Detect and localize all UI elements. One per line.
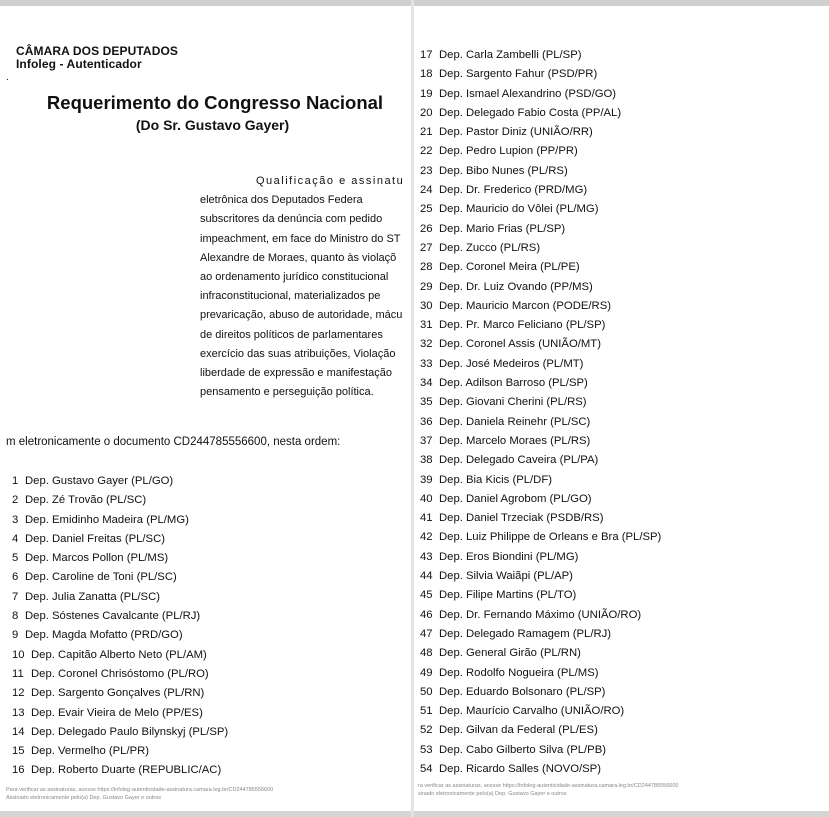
signatory-name: Dep. Eros Biondini (PL/MG) [439,550,579,563]
signatory-item [420,606,661,625]
signatory-number: 34 [420,377,433,390]
signatory-number: 10 [12,648,25,661]
signatory-number: 21 [420,126,433,139]
signatory-name: Dep. Daniel Agrobom (PL/GO) [439,492,592,505]
signatory-item [12,646,228,665]
signatory-item [420,258,661,277]
signatory-item [12,684,228,703]
qualification-line: eletrônica dos Deputados Federa [200,194,363,207]
signatory-name: Dep. Gilvan da Federal (PL/ES) [439,724,598,737]
footer-line: Assinado eletronicamente pelo(a) Dep. Gustavo Gayer e outros [6,795,161,801]
signatory-name: Dep. Coronel Assis (UNIÃO/MT) [439,338,601,351]
signatory-item [420,721,661,740]
signatory-name: Dep. Pastor Diniz (UNIÃO/RR) [439,126,593,139]
signatory-number: 38 [420,454,433,467]
qualification-line: pensamento e perseguição política. [200,386,374,399]
signatory-name: Dep. General Girão (PL/RN) [439,647,581,660]
signatory-name: Dep. Delegado Fabio Costa (PP/AL) [439,106,622,119]
signatory-item [420,239,661,258]
signatory-number: 40 [420,492,433,505]
signatory-number: 47 [420,627,433,640]
signatory-item [12,723,228,742]
signatory-name: Dep. Daniel Trzeciak (PSDB/RS) [439,512,604,525]
signatory-number: 2 [12,494,19,507]
signatory-number: 5 [12,552,19,565]
signatory-item [12,549,228,568]
qualification-line: exercício das suas atribuições, Violação [200,347,396,360]
signatory-number: 31 [420,319,433,332]
signatory-number: 8 [12,610,19,623]
signatory-item [420,567,661,586]
signatory-number: 54 [420,762,433,775]
signatory-name: Dep. Adilson Barroso (PL/SP) [439,377,588,390]
signatory-number: 48 [420,647,433,660]
signatory-item [420,85,661,104]
signatory-name: Dep. Delegado Paulo Bilynskyj (PL/SP) [31,725,229,738]
qualification-line: subscritores da denúncia com pedido [200,213,383,226]
signatory-number: 26 [420,222,433,235]
signatory-item [420,702,661,721]
signatory-item [420,509,661,528]
signatory-name: Dep. Daniel Freitas (PL/SC) [25,532,166,545]
signatory-name: Dep. Capitão Alberto Neto (PL/AM) [31,648,207,661]
signatory-name: Dep. Coronel Chrisóstomo (PL/RO) [31,667,209,680]
signatory-item [12,665,228,684]
signatory-number: 45 [420,589,433,602]
signatory-item [12,568,228,587]
signatory-number: 3 [12,513,19,526]
signatory-number: 20 [420,106,433,119]
page-bottom-edge [0,811,412,817]
qualification-line: impeachment, em face do Ministro do ST [200,232,401,245]
signatory-name: Dep. Delegado Ramagem (PL/RJ) [439,627,612,640]
signatory-item [420,200,661,219]
signatory-item [12,491,228,510]
signatory-item [420,644,661,663]
page-top-edge [414,0,829,6]
signatory-name: Dep. Pr. Marco Feliciano (PL/SP) [439,319,606,332]
signatory-name: Dep. Zé Trovão (PL/SC) [25,494,147,507]
signatory-item [12,761,228,780]
signatory-item [12,607,228,626]
qualification-line: Qualificação e assinatu [256,175,405,187]
signatory-name: Dep. Dr. Luiz Ovando (PP/MS) [439,280,593,293]
signatory-name: Dep. Bia Kicis (PL/DF) [439,473,552,486]
signatory-item [12,742,228,761]
signatory-number: 15 [12,745,25,758]
signatory-item [420,335,661,354]
signatory-item [420,393,661,412]
signatory-number: 23 [420,164,433,177]
signatory-name: Dep. Cabo Gilberto Silva (PL/PB) [439,743,607,756]
signatory-item [420,490,661,509]
qualification-paragraph [200,172,412,402]
signatory-name: Dep. Mauricio Marcon (PODE/RS) [439,299,612,312]
signatory-name: Dep. Ismael Alexandrino (PSD/GO) [439,87,617,100]
signatory-name: Dep. Maurício Carvalho (UNIÃO/RO) [439,705,625,718]
signatory-name: Dep. Marcelo Moraes (PL/RS) [439,434,591,447]
signatory-item [420,46,661,65]
signatory-name: Dep. Vermelho (PL/PR) [31,745,150,758]
signatory-name: Dep. Mauricio do Vôlei (PL/MG) [439,203,599,216]
signatory-number: 35 [420,396,433,409]
signatory-number: 46 [420,608,433,621]
signatory-number: 22 [420,145,433,158]
signatory-number: 17 [420,49,433,61]
signatory-item [420,104,661,123]
signatory-number: 14 [12,725,25,738]
signatory-item [12,511,228,530]
signatory-number: 53 [420,743,433,756]
signatory-number: 16 [12,764,25,777]
signatory-name: Dep. Roberto Duarte (REPUBLIC/AC) [31,764,222,777]
signatory-item [12,704,228,723]
signatory-number: 49 [420,666,433,679]
signatory-name: Dep. Daniela Reinehr (PL/SC) [439,415,591,428]
signatory-number: 9 [12,629,19,642]
signatory-number: 32 [420,338,433,351]
signatory-item [420,278,661,297]
signatory-item [420,374,661,393]
signatory-number: 13 [12,706,25,719]
signatory-number: 36 [420,415,433,428]
qualification-line: prevaricação, abuso de autoridade, mácu [200,309,403,322]
signatory-number: 44 [420,570,433,583]
document-title: Requerimento do Congresso Nacional [46,92,384,113]
signatory-number: 7 [12,590,19,603]
signatory-item [12,588,228,607]
signatory-name: Dep. Silvia Waiãpi (PL/AP) [439,570,573,583]
signatory-number: 39 [420,473,433,486]
signatory-item [420,528,661,547]
signatory-item [420,741,661,760]
signatory-number: 30 [420,299,433,312]
signatory-item [420,760,661,779]
qualification-line: infraconstitucional, materializados pe [200,290,381,303]
signatory-number: 11 [12,667,24,680]
signatory-item [12,472,228,491]
signatory-name: Dep. Coronel Meira (PL/PE) [439,261,580,274]
verification-footer [6,786,273,802]
signatory-name: Dep. Gustavo Gayer (PL/GO) [25,475,174,487]
qualification-line: de direitos políticos de parlamentares [200,328,383,341]
signatory-number: 27 [420,241,433,254]
signatory-name: Dep. Evair Vieira de Melo (PP/ES) [31,706,203,719]
signatory-number: 37 [420,434,433,447]
signatory-number: 12 [12,687,25,700]
signatory-number: 50 [420,685,433,698]
signatory-item [420,181,661,200]
signatory-name: Dep. Magda Mofatto (PRD/GO) [25,629,183,642]
signatory-number: 19 [420,87,433,100]
signatory-number: 4 [12,532,19,545]
signatory-number: 42 [420,531,433,544]
page-top-edge [0,0,412,6]
signatory-item [420,586,661,605]
signatory-name: Dep. Dr. Frederico (PRD/MG) [439,184,588,197]
signatory-name: Dep. Julia Zanatta (PL/SC) [25,590,160,603]
signatory-item [420,297,661,316]
signatory-item [420,65,661,84]
signatory-name: Dep. Filipe Martins (PL/TO) [439,589,577,602]
signatory-number: 52 [420,724,433,737]
signatory-name: Dep. Marcos Pollon (PL/MS) [25,552,169,565]
signatory-number: 28 [420,261,433,274]
verification-footer [418,782,678,798]
signatory-number: 43 [420,550,433,563]
footer-line: ra verificar as assinaturas, acesse https://infoleg-autenticidade-assinatura.camara.leg.br/CD244785556600 [418,783,679,789]
signatory-item [420,432,661,451]
signatory-item [420,123,661,142]
signatory-name: Dep. Bibo Nunes (PL/RS) [439,164,568,177]
signatory-name: Dep. Pedro Lupion (PP/PR) [439,145,578,158]
document-subtitle: (Do Sr. Gustavo Gayer) [135,117,290,133]
signatory-name: Dep. Giovani Cherini (PL/RS) [439,396,587,409]
signatory-name: Dep. Zucco (PL/RS) [439,241,541,254]
signatory-name: Dep. Rodolfo Nogueira (PL/MS) [439,666,599,679]
left-document-page [0,0,412,817]
header-system: Infoleg - Autenticador [16,57,142,71]
signatory-name: Dep. Mario Frias (PL/SP) [439,222,566,235]
signed-intro: m eletronicamente o documento CD244785556600, nesta ordem: [6,436,341,448]
signatory-name: Dep. Carla Zambelli (PL/SP) [439,49,582,61]
signatory-number: 33 [420,357,433,370]
signatory-name: Dep. José Medeiros (PL/MT) [439,357,584,370]
signatory-name: Dep. Sóstenes Cavalcante (PL/RJ) [25,610,201,623]
signatory-list-right [420,46,661,779]
signatory-name: Dep. Caroline de Toni (PL/SC) [25,571,177,584]
signatory-number: 18 [420,68,433,81]
header-dot: . [6,72,9,83]
signatory-name: Dep. Eduardo Bolsonaro (PL/SP) [439,685,606,698]
signatory-item [420,625,661,644]
signatory-list-left [12,472,228,781]
qualification-line: ao ordenamento jurídico constitucional [200,271,389,284]
signatory-number: 41 [420,512,433,525]
signatory-item [420,355,661,374]
signatory-item [420,162,661,181]
right-document-page [414,0,829,817]
document-header [16,45,178,71]
signatory-name: Dep. Delegado Caveira (PL/PA) [439,454,599,467]
signatory-item [420,451,661,470]
header-org: CÂMARA DOS DEPUTADOS [16,44,179,58]
signatory-item [420,220,661,239]
signatory-item [420,413,661,432]
signatory-item [420,316,661,335]
signatory-name: Dep. Ricardo Salles (NOVO/SP) [439,762,601,775]
signatory-number: 6 [12,571,19,584]
qualification-line: Alexandre de Moraes, quanto às violaçõ [200,251,397,264]
signatory-item [12,530,228,549]
signatory-name: Dep. Luiz Philippe de Orleans e Bra (PL/SP) [439,531,662,544]
signatory-number: 25 [420,203,433,216]
signatory-item [420,664,661,683]
footer-line: Para verificar as assinaturas, acesse https://infoleg-autenticidade-assinatura.camara.leg.br/CD244785556600 [6,787,274,793]
signatory-name: Dep. Sargento Gonçalves (PL/RN) [31,687,205,700]
signatory-item [420,471,661,490]
signatory-number: 29 [420,280,433,293]
signatory-item [12,626,228,645]
signatory-name: Dep. Emidinho Madeira (PL/MG) [25,513,189,526]
signatory-number: 1 [12,475,19,487]
signatory-number: 24 [420,184,433,197]
signatory-item [420,548,661,567]
page-bottom-edge [414,811,829,817]
signatory-number: 51 [420,705,433,718]
signatory-name: Dep. Sargento Fahur (PSD/PR) [439,68,598,81]
signatory-name: Dep. Dr. Fernando Máximo (UNIÃO/RO) [439,608,642,621]
footer-line: sinado eletronicamente pelo(a) Dep. Gustavo Gayer e outros [418,791,567,797]
signatory-item [420,683,661,702]
signatory-item [420,142,661,161]
qualification-line: liberdade de expressão e manifestação [200,367,393,380]
